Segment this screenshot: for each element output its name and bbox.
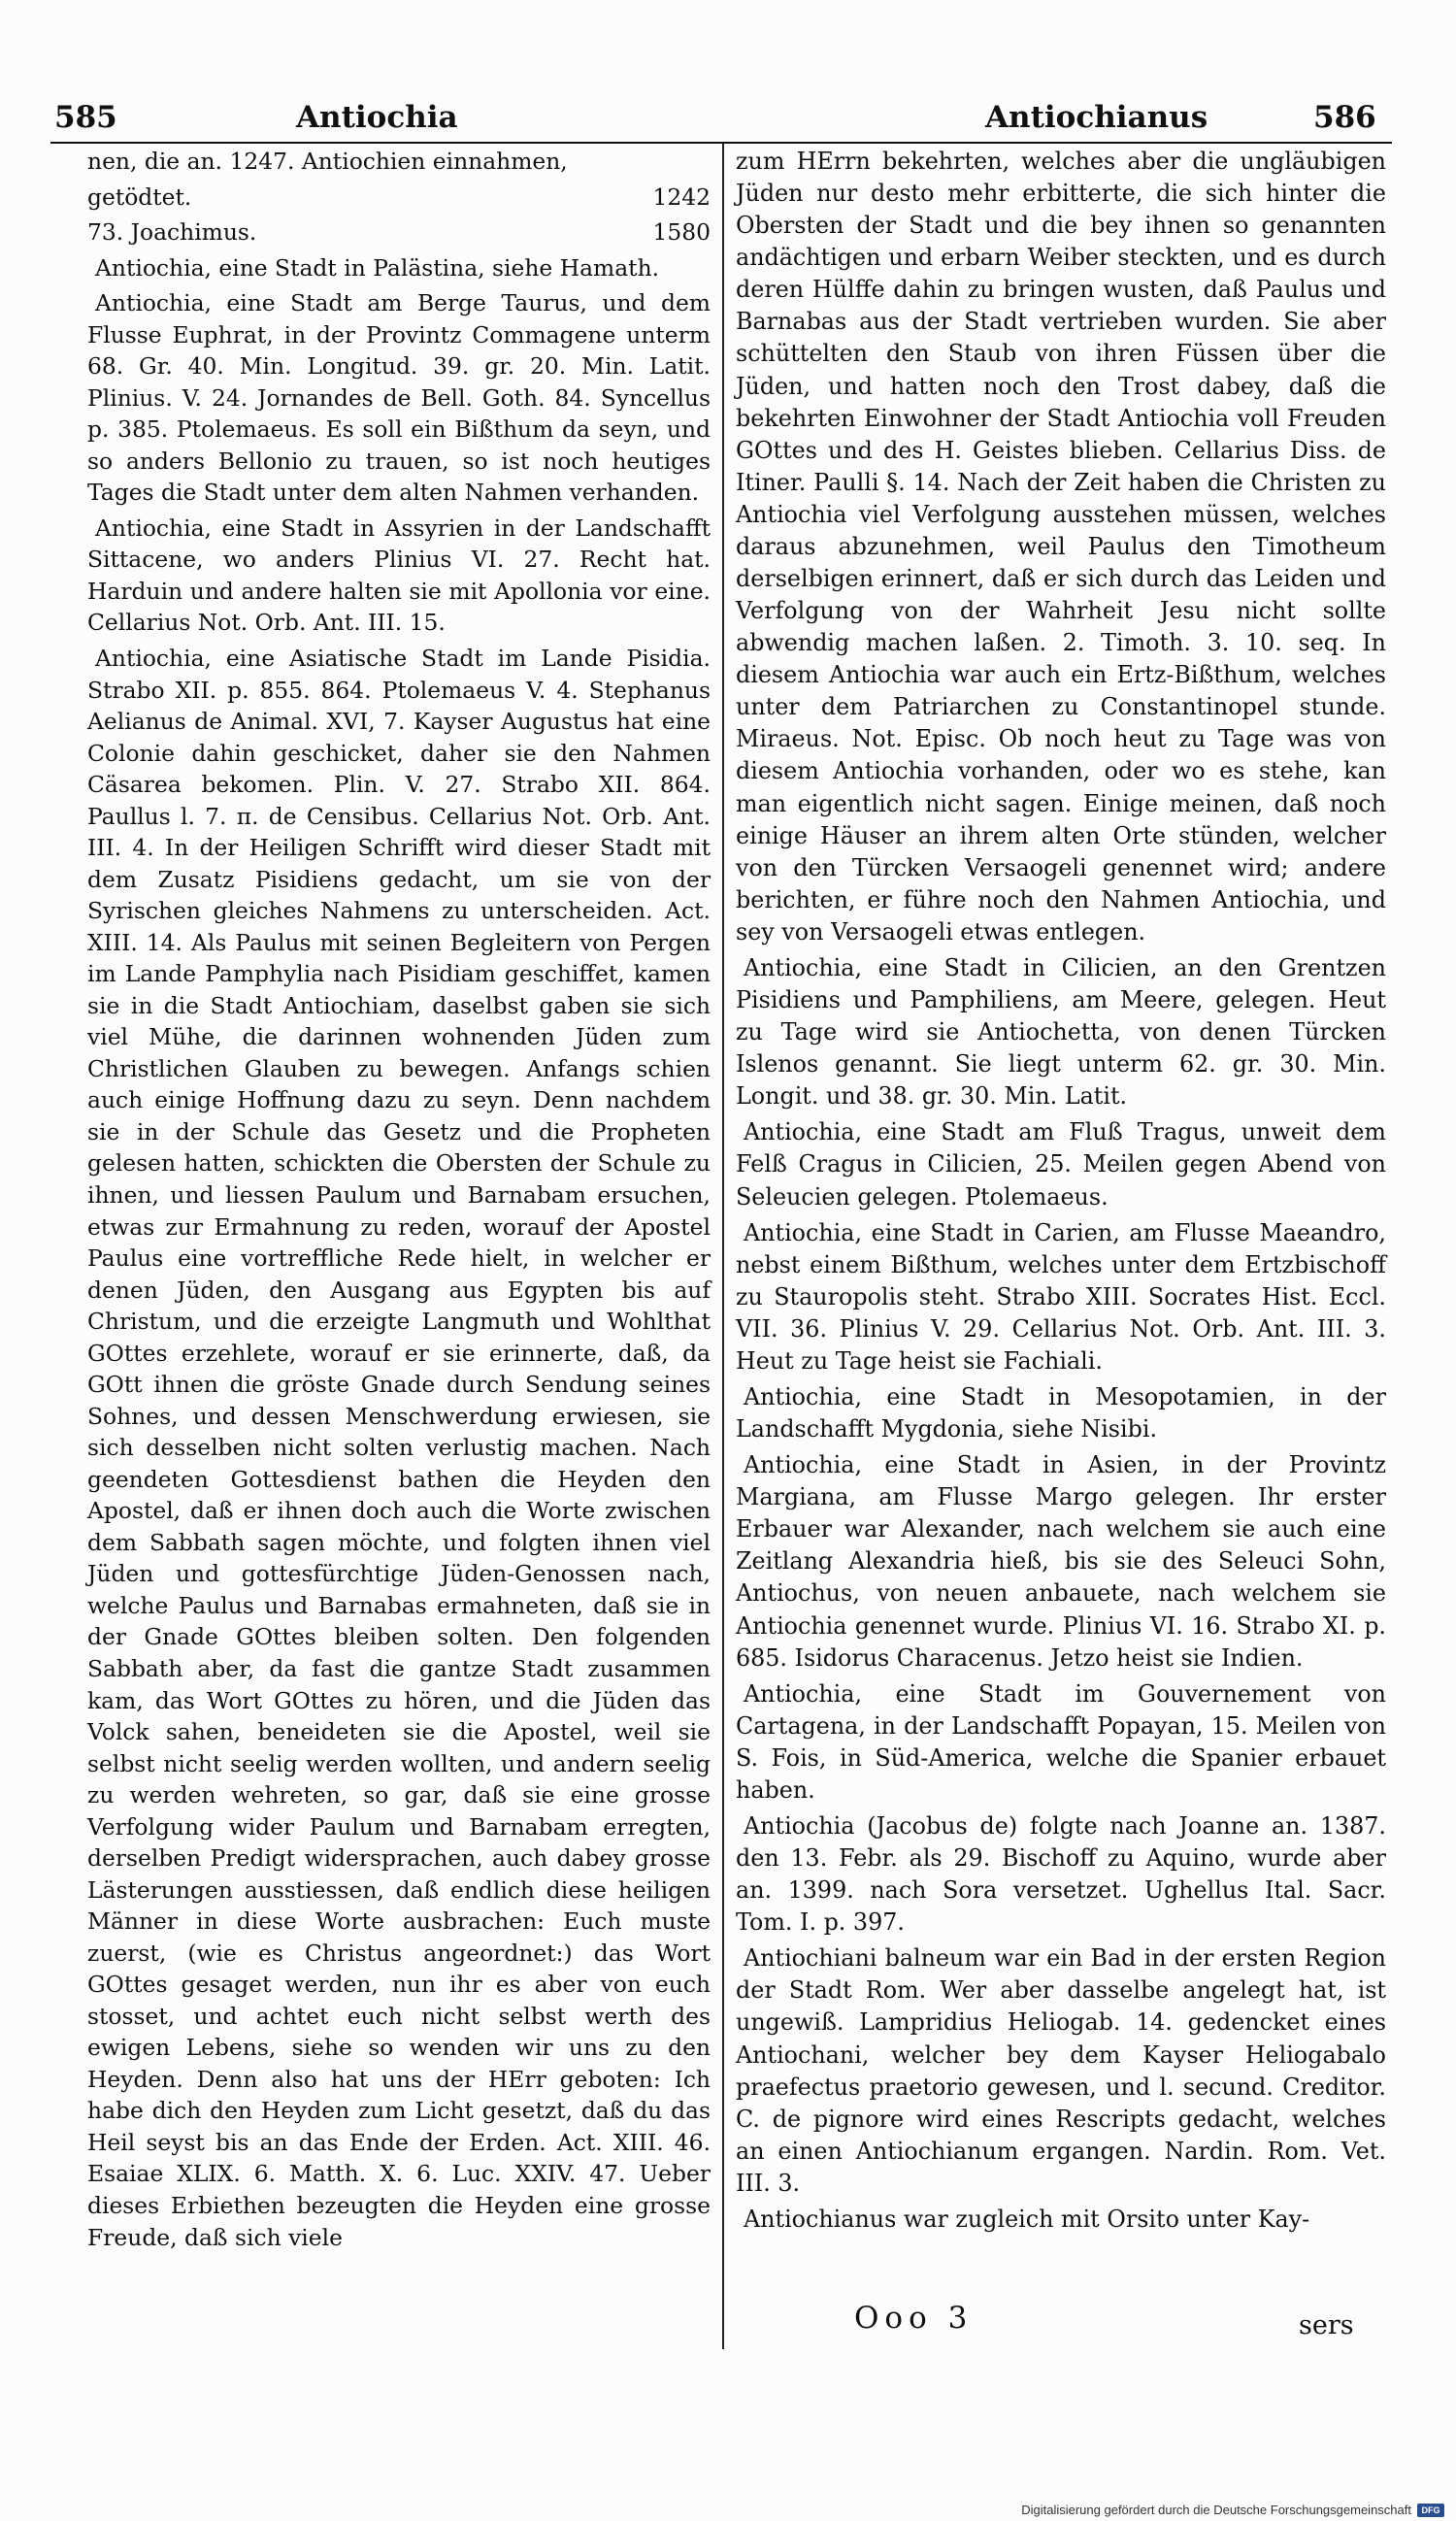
dictionary-entry: Antiochianus war zugleich mit Orsito unter Kay- xyxy=(744,2205,1310,2233)
list-line xyxy=(87,216,711,249)
credit-text: Digitalisierung gefördert durch die Deutsche Forschungsgemeinschaft xyxy=(1021,2503,1411,2517)
list-year: 1580 xyxy=(652,218,711,247)
dictionary-entry: zum HErrn bekehrten, welches aber die ungläubigen Jüden nur desto mehr erbitterte, die sich hinter die Obersten der Stadt und die bey ihnen so genannten andächtigen und erbarn Weiber steckten, und es durch deren Hülffe dahin zu bringen wusten, daß Paulus und Barnabas aus der Stadt vertrieben wurden. Sie aber schüttelten den Staub von ihren Füssen über die Jüden, und hatten noch den Trost dabey, daß die bekehrten Einwohner der Stadt Antiochia voll Freuden GOttes und des H. Geistes blieben. Cellarius Diss. de Itiner. Paulli §. 14. Nach der Zeit haben die Christen zu Antiochia viel Verfolgung ausstehen müssen, welches daraus abzunehmen, weil Paulus den Timotheum derselbigen erinnert, daß er sich durch das Leiden und Verfolgung von der Wahrheit Jesu nicht sollte abwendig machen laßen. 2. Timoth. 3. 10. seq. In diesem Antiochia war auch ein Ertz-Bißthum, welches unter dem Patriarchen zu Constantinopel stunde. Miraeus. Not. Episc. Ob noch heut zu Tage was von diesem Antiochia vorhanden, oder wo es stehe, kan man eigentlich nicht sagen. Einige meinen, daß noch einige Häuser an ihrem alten Orte stünden, welcher von den Türcken Versaogeli genennet wird; andere berichten, er führe noch den Nahmen Antiochia, und sey von Versaogeli etwas entlegen. xyxy=(736,148,1386,945)
list-text: 73. Joachimus. xyxy=(87,218,257,247)
left-column xyxy=(87,146,711,2257)
dictionary-entry: Antiochiani balneum war ein Bad in der ersten Region der Stadt Rom. Wer aber dasselbe angelegt hat, ist ungewiß. Lampridius Heliogab. 14. gedencket eines Antiochani, welcher bey dem Kayser Heliogabalo praefectus praetorio gewesen, und l. secund. Creditor. C. de pignore wird eines Rescripts gedacht, welches an einen Antiochianum ergangen. Nardin. Rom. Vet. III. 3. xyxy=(736,1944,1386,2197)
running-head-left: Antiochia xyxy=(296,100,458,135)
dictionary-entry: Antiochia, eine Asiatische Stadt im Lande Pisidia. Strabo XII. p. 855. 864. Ptolemaeus V. 4. Stephanus Aelianus de Animal. XVI, 7. Kayser Augustus hat eine Colonie dahin geschicket, daher sie den Nahmen Cäsarea bekomen. Plin. V. 27. Strabo XII. 864. Paullus l. 7. π. de Censibus. Cellarius Not. Orb. Ant. III. 4. In der Heiligen Schrifft wird dieser Stadt mit dem Zusatz Pisidiens gedacht, um sie von der Syrischen gleiches Nahmens zu unterscheiden. Act. XIII. 14. Als Paulus mit seinen Begleitern von Pergen im Lande Pamphylia nach Pisidiam geschiffet, kamen sie in die Stadt Antiochiam, daselbst gaben sie sich viel Mühe, die darinnen wohnenden Jüden zum Christlichen Glauben zu bewegen. Anfangs schien auch einige Hoffnung dazu zu seyn. Denn nachdem sie in der Schule das Gesetz und die Propheten gelesen hatten, schickten die Obersten der Schule zu ihnen, und liessen Paulum und Barnabam ersuchen, etwas zur Ermahnung zu reden, worauf der Apostel Paulus eine vortreffliche Rede hielt, in welcher er denen Jüden, den Ausgang aus Egypten bis auf Christum, und die erzeigte Langmuth und Wohlthat GOttes erzehlete, worauf er sie erinnerte, daß, da GOtt ihnen die gröste Gnade durch Sendung seines Sohnes, und dessen Menschwerdung erwiesen, sie sich desselben nicht solten verlustig machen. Nach geendeten Gottesdienst bathen die Heyden den Apostel, daß er ihnen doch auch die Worte zwischen dem Sabbath sagen möchte, und folgten ihnen viel Jüden und gottesfürchtige Jüden-Genossen nach, welche Paulus und Barnabas ermahneten, daß sie in der Gnade GOttes bleiben solten. Den folgenden Sabbath aber, da fast die gantze Stadt zusammen kam, das Wort GOttes zu hören, und die Jüden das Volck sahen, beneideten sie die Apostel, weil sie selbst nicht seelig werden wollten, und andern seelig zu werden wehreten, so gar, daß sie eine grosse Verfolgung wider Paulum und Barnabam erregten, derselben Predigt widersprachen, auch dabey grosse Lästerungen ausstiessen, daß endlich diese heiligen Männer in diese Worte ausbrachen: Euch muste zuerst, (wie es Christus angeordnet:) das Wort GOttes gesaget werden, nun ihr es aber von euch stosset, und achtet euch nicht selbst werth des ewigen Lebens, siehe so wenden wir uns zu den Heyden. Denn also hat uns der HErr geboten: Ich habe dich den Heyden zum Licht gesetzt, daß du das Heil seyst bis an das Ende der Erden. Act. XIII. 46. Esaiae XLIX. 6. Matth. X. 6. Luc. XXIV. 47. Ueber dieses Erbiethen bezeugten die Heyden eine grosse Freude, daß sich viele xyxy=(87,644,711,2251)
running-head-right: Antiochianus xyxy=(985,100,1208,135)
dictionary-entry: Antiochia, eine Stadt am Fluß Tragus, unweit dem Felß Cragus in Cilicien, 25. Meilen gegen Abend von Seleucien gelegen. Ptolemaeus. xyxy=(736,1118,1386,1211)
dictionary-entry: Antiochia, eine Stadt in Palästina, siehe Hamath. xyxy=(95,253,660,282)
column-divider xyxy=(722,144,724,2349)
dictionary-entry: Antiochia, eine Stadt im Gouvernement von Cartagena, in der Landschafft Popayan, 15. Meilen von S. Fois, in Süd-America, welche die Spanier erbauet haben. xyxy=(736,1679,1386,1804)
signature-mark: Ooo 3 xyxy=(854,2301,974,2336)
dictionary-entry: Antiochia, eine Stadt in Carien, am Flusse Maeandro, nebst einem Bißthum, welches unter dem Ertzbischoff zu Stauropolis steht. Strabo XIII. Socrates Hist. Eccl. VII. 36. Plinius V. 29. Cellarius Not. Orb. Ant. III. 3. Heut zu Tage heist sie Fachiali. xyxy=(736,1218,1386,1375)
dictionary-entry: Antiochia, eine Stadt in Mesopotamien, in der Landschafft Mygdonia, siehe Nisibi. xyxy=(736,1382,1386,1443)
dfg-logo-icon: DFG xyxy=(1417,2504,1444,2517)
list-line xyxy=(87,182,711,214)
dictionary-entry: Antiochia (Jacobus de) folgte nach Joanne an. 1387. den 13. Febr. als 29. Bischoff zu Aquino, wurde aber an. 1399. nach Sora versetzet. Ughellus Ital. Sacr. Tom. I. p. 397. xyxy=(736,1811,1386,1937)
dictionary-entry: Antiochia, eine Stadt in Asien, in der Provintz Margiana, am Flusse Margo gelegen. Ihr erster Erbauer war Alexander, nach welchem sie auch eine Zeitlang Alexandria hieß, bis sie des Seleuci Sohn, Antiochus, von neuen anbauete, nach welchem sie Antiochia genennet wurde. Plinius VI. 16. Strabo XI. p. 685. Isidorus Characenus. Jetzo heist sie Indien. xyxy=(736,1451,1386,1672)
dictionary-entry: Antiochia, eine Stadt in Cilicien, an den Grentzen Pisidiens und Pamphiliens, am Meere, gelegen. Heut zu Tage wird sie Antiochetta, von denen Türcken Islenos genannt. Sie liegt unterm 62. gr. 30. Min. Longit. und 38. gr. 30. Min. Latit. xyxy=(736,953,1386,1111)
list-line: nen, die an. 1247. Antiochien einnahmen, xyxy=(87,148,568,175)
page-number-right: 586 xyxy=(1313,100,1376,135)
catchword: sers xyxy=(1299,2310,1354,2340)
right-column xyxy=(736,146,1386,2239)
dictionary-entry: Antiochia, eine Stadt in Assyrien in der Landschafft Sittacene, wo anders Plinius VI. 27. Recht hat. Harduin und andere halten sie mit Apollonia vor eine. Cellarius Not. Orb. Ant. III. 15. xyxy=(87,514,711,637)
header-rule xyxy=(50,142,1392,144)
digitization-credit xyxy=(1021,2503,1444,2517)
page-number-left: 585 xyxy=(54,100,117,135)
list-year: 1242 xyxy=(652,182,711,211)
dictionary-entry: Antiochia, eine Stadt am Berge Taurus, und dem Flusse Euphrat, in der Provintz Commagene unterm 68. Gr. 40. Min. Longitud. 39. gr. 20. Min. Latit. Plinius. V. 24. Jornandes de Bell. Goth. 84. Syncellus p. 385. Ptolemaeus. Es soll ein Bißthum da seyn, und so anders Bellonio zu trauen, so ist noch heutiges Tages die Stadt unter dem alten Nahmen verhanden. xyxy=(87,289,711,507)
list-text: getödtet. xyxy=(87,182,192,211)
